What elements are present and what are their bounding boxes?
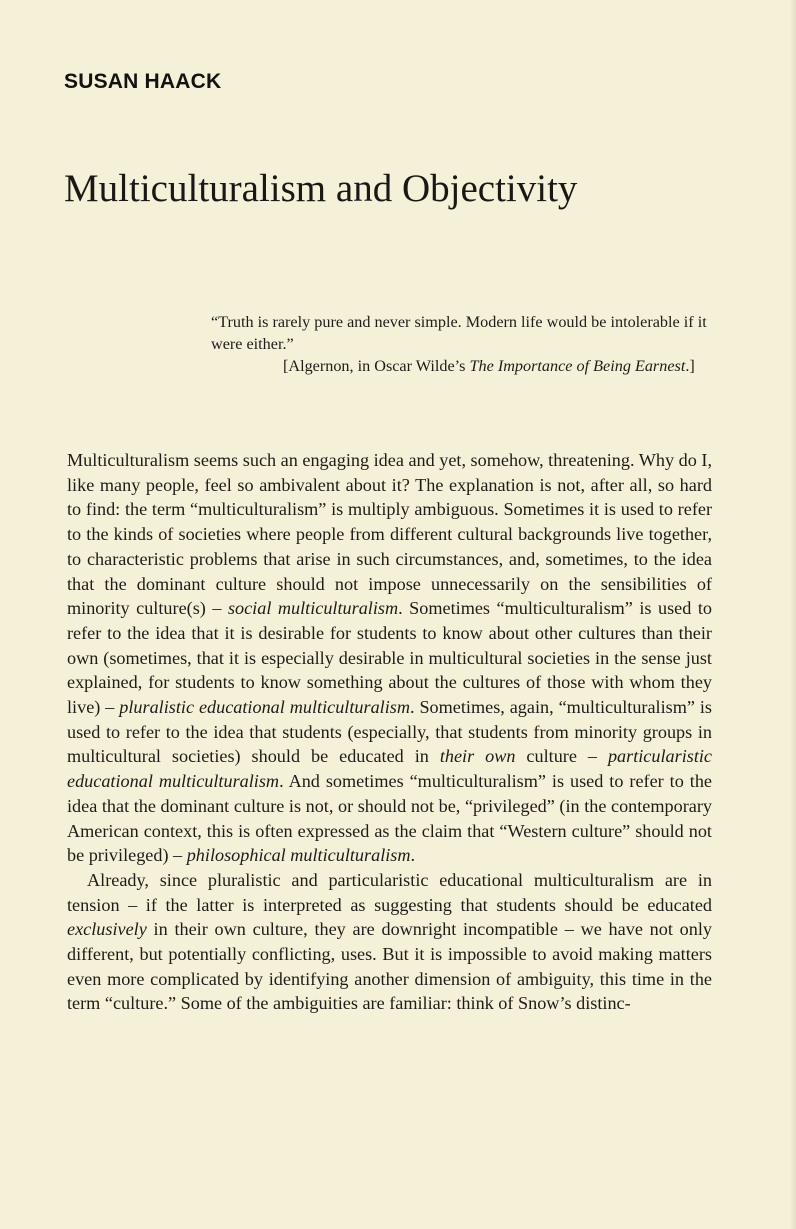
paragraph-1 xyxy=(67,448,712,868)
text-span: . Sometimes, again, “multiculturalism” is used to refer to the idea that students (especially, that students from minority groups in multicultural societies) should be educated in xyxy=(67,697,712,767)
epigraph-quote: “Truth is rarely pure and never simple. Modern life would be intolerable if it were either.” xyxy=(211,313,707,353)
text-span: culture – xyxy=(515,746,608,767)
chapter-title: Multiculturalism and Objectivity xyxy=(64,167,578,210)
emphasis-their-own: their own xyxy=(439,746,516,767)
epigraph xyxy=(211,311,711,377)
text-span: in their own culture, they are downright incompatible – we have not only different, but potentially conflicting, uses. But it is impossible to avoid making matters even more complicated by identifying another dimension of ambiguity, this time in the term “culture.” Some of the ambiguities are familiar: think of Snow’s distinc- xyxy=(67,919,712,1014)
page-edge-shadow xyxy=(790,0,796,1229)
text-span: Multiculturalism seems such an engaging idea and yet, somehow, threatening. Why do I, like many people, feel so ambivalent about it? The explanation is not, after all, so hard to find: the term “multiculturalism” is multiply ambiguous. Sometimes it is used to refer to the kinds of societies where people from different cultural backgrounds live together, to characteristic problems that arise in such circumstances, and, sometimes, to the idea that the dominant culture should not impose unnecessarily on the sensibilities of minority culture(s) – xyxy=(67,450,712,619)
attribution-work-title: The Importance of Being Earnest xyxy=(469,357,686,375)
text-span: . Sometimes “multiculturalism” is used to refer to the idea that it is desirable for students to know about other cultures than their own (sometimes, that it is especially desirable in multicultural societies in the sense just explained, for students to know something about the cultures of those with whom they live) – xyxy=(67,598,712,718)
emphasis-exclusively: exclusively xyxy=(67,919,147,940)
text-span: . And sometimes “multiculturalism” is used to refer to the idea that the dominant culture is not, or should not be, “privileged” (in the contemporary American context, this is often expressed as the claim that “Western culture” should not be privileged) – xyxy=(67,771,712,866)
paragraph-2 xyxy=(67,868,712,1016)
text-span: Already, since pluralistic and particularistic educational multiculturalism are in tension – if the latter is interpreted as suggesting that students should be educated xyxy=(67,869,712,915)
text-span: . xyxy=(410,845,416,866)
body-text xyxy=(67,448,712,1016)
author-name: SUSAN HAACK xyxy=(64,70,222,93)
term-philosophical-multiculturalism: philosophical multiculturalism xyxy=(186,845,411,866)
attribution-prefix: [Algernon, in Oscar Wilde’s xyxy=(283,357,470,375)
term-social-multiculturalism: social multiculturalism xyxy=(227,598,399,619)
term-particularistic-educational-multiculturalism: particularistic educational multiculturalism xyxy=(67,746,713,792)
term-pluralistic-educational-multiculturalism: pluralistic educational multiculturalism xyxy=(119,697,410,718)
attribution-suffix: .] xyxy=(685,357,695,375)
epigraph-attribution xyxy=(283,355,711,377)
